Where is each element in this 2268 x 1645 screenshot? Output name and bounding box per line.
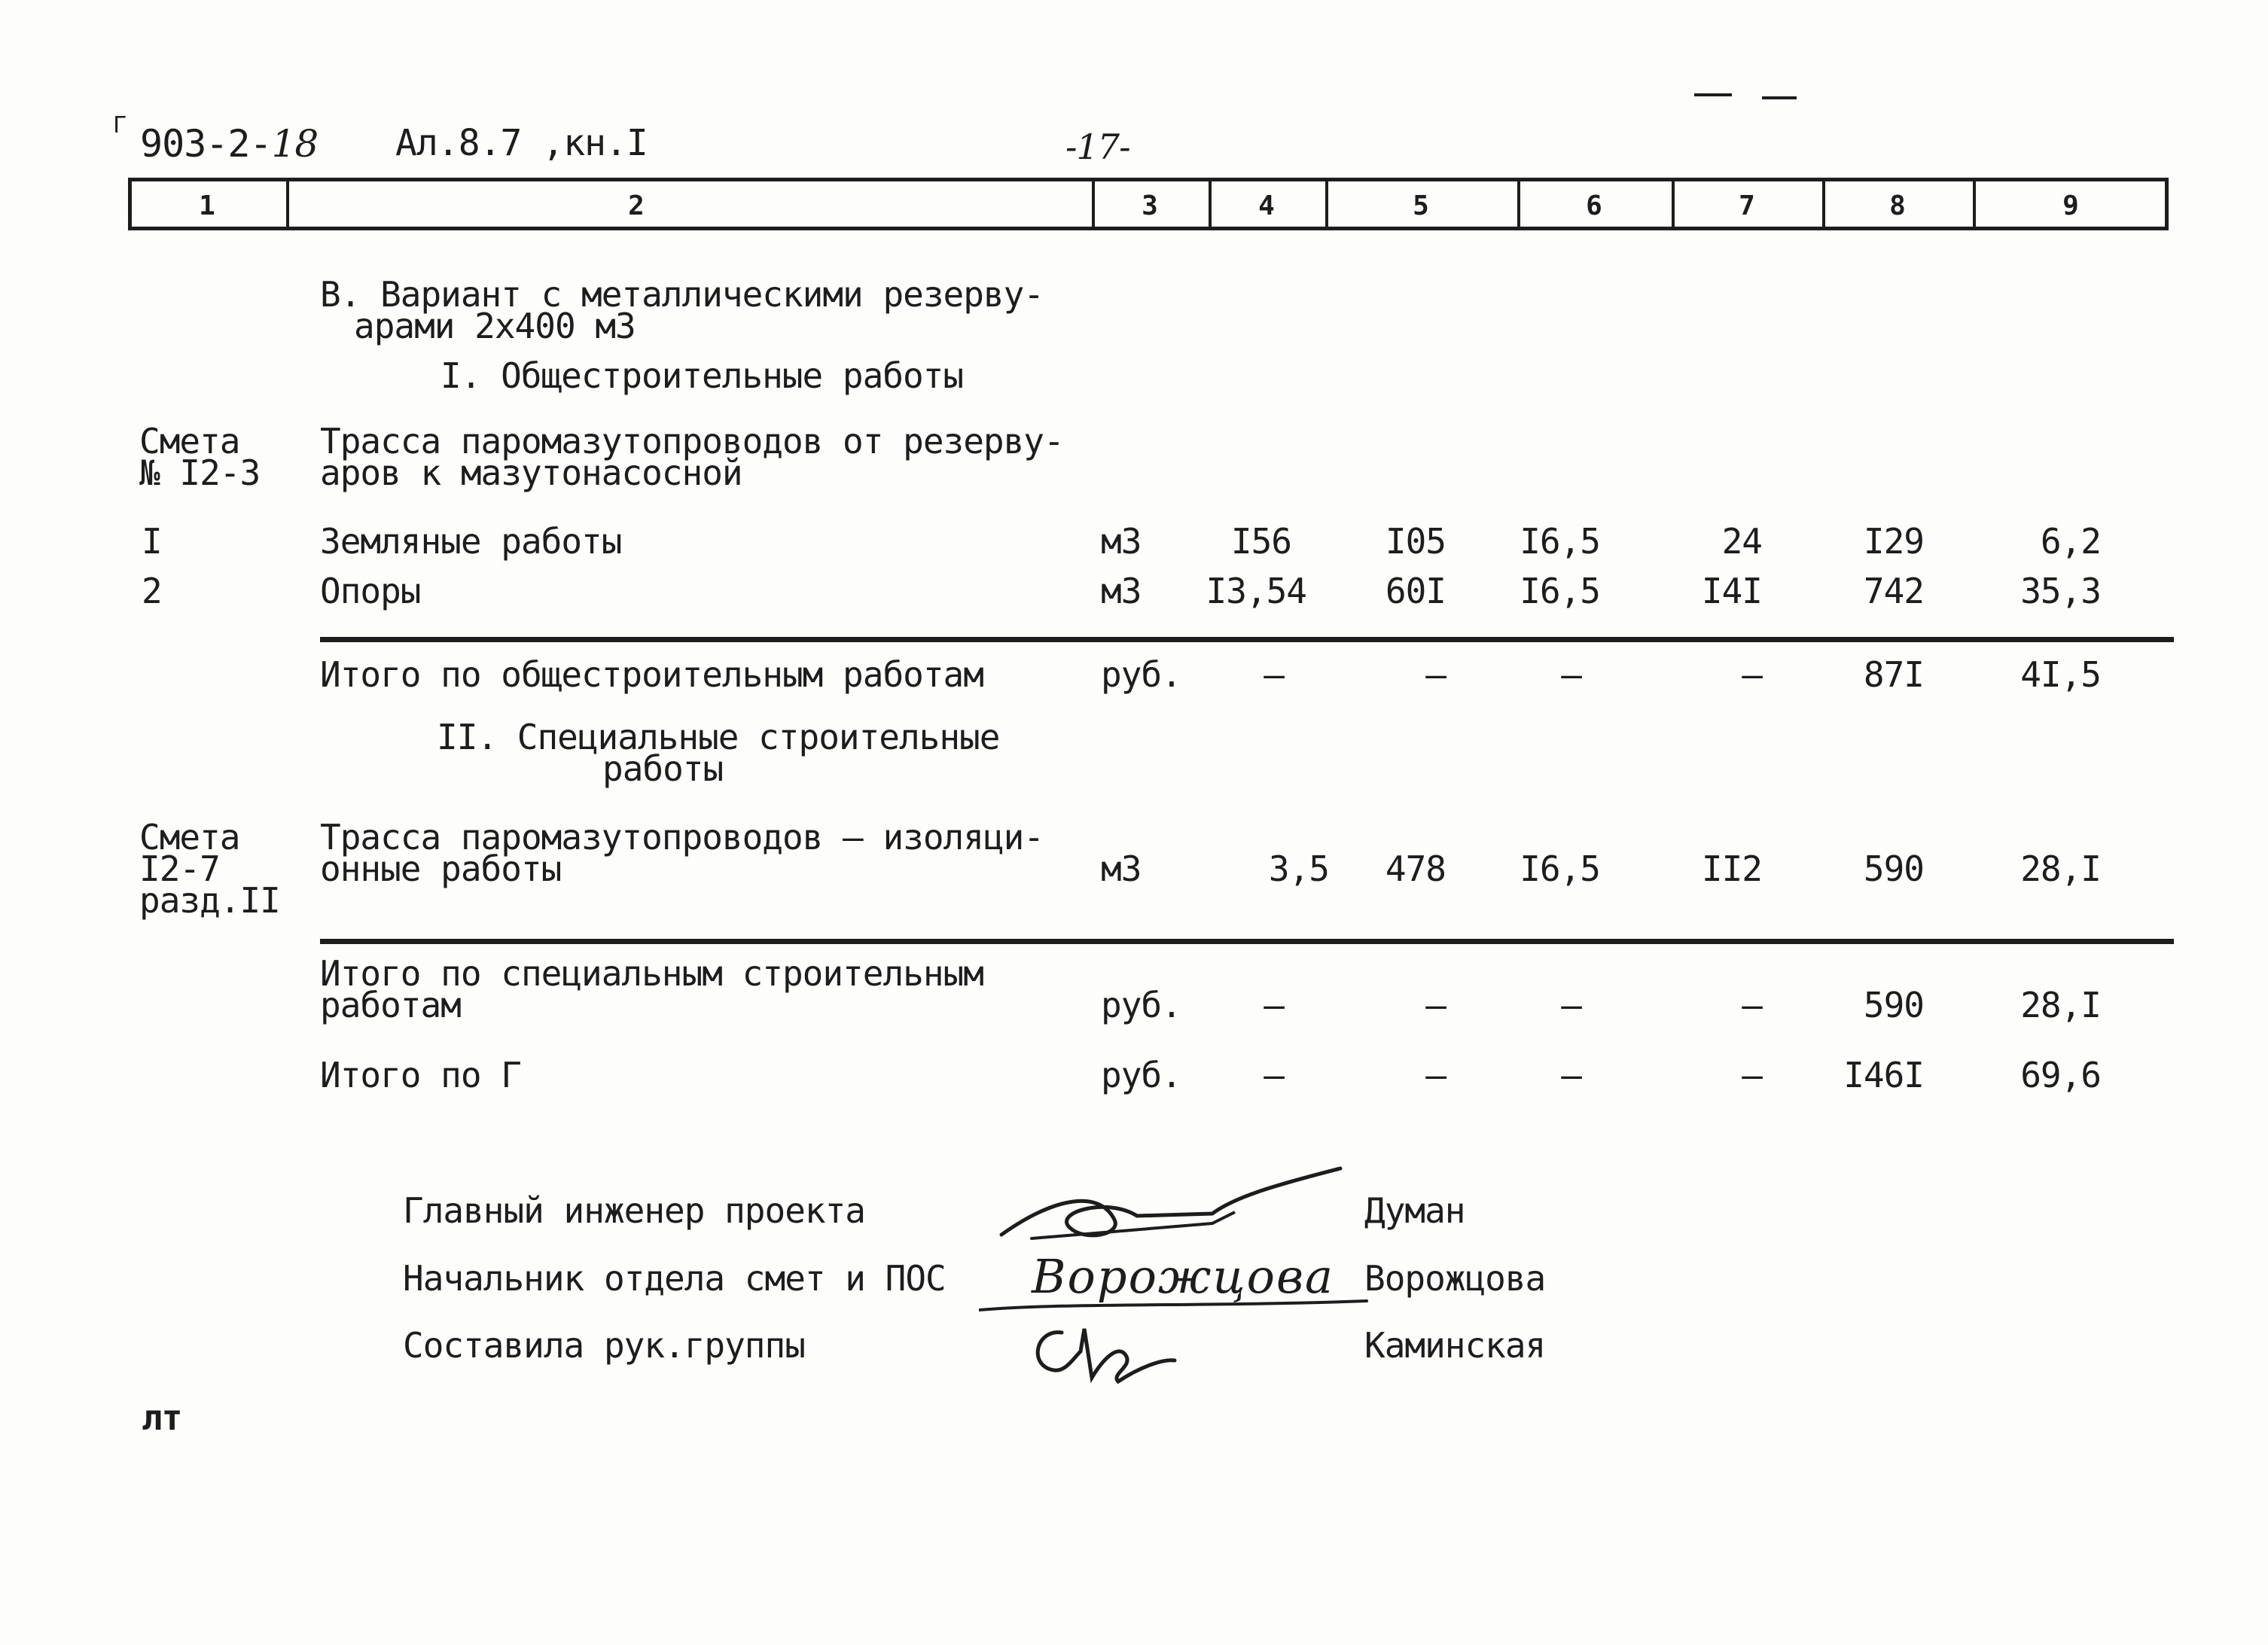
scan-mark xyxy=(1762,96,1797,99)
signatory-role: Начальник отдела смет и ПОС xyxy=(403,1258,946,1299)
unit-cost: – xyxy=(1425,985,1446,1025)
variant-title: арами 2x400 м3 xyxy=(354,306,636,346)
work-name: Опоры xyxy=(320,571,421,611)
signature-mark xyxy=(1020,1314,1193,1397)
quantity: – xyxy=(1264,985,1284,1025)
column-number: 1 xyxy=(199,190,215,221)
coefficient: – xyxy=(1561,654,1581,695)
total-cost: I46I xyxy=(1843,1055,1924,1095)
unit: руб. xyxy=(1101,654,1181,695)
coefficient: I6,5 xyxy=(1520,848,1600,889)
share: 4I,5 xyxy=(2020,654,2101,695)
column-divider xyxy=(1517,181,1520,227)
signatory-role: Главный инженер проекта xyxy=(403,1190,865,1231)
column-number: 7 xyxy=(1739,190,1755,221)
share: 28,I xyxy=(2020,985,2101,1025)
unit: м3 xyxy=(1101,571,1142,611)
column-divider xyxy=(1209,181,1212,227)
signatory-name: Думан xyxy=(1364,1190,1465,1231)
corner-mark: Г xyxy=(113,112,127,139)
coefficient: I6,5 xyxy=(1520,521,1600,562)
work-name: Трасса паромазутопроводов – изоляци- xyxy=(320,817,1044,858)
work-name: Земляные работы xyxy=(320,521,622,562)
estimate-reference: № I2-3 xyxy=(139,452,261,493)
column-divider xyxy=(286,181,289,227)
unit-cost: I05 xyxy=(1385,521,1446,562)
signature-mark xyxy=(986,1152,1348,1257)
unit-cost: 60I xyxy=(1385,571,1446,611)
subtotal-rule xyxy=(320,637,2174,642)
total-cost: I29 xyxy=(1863,521,1924,562)
coefficient: – xyxy=(1561,985,1581,1025)
grand-total-label: Итого по Г xyxy=(320,1055,521,1095)
handwritten-signature: Ворожцова xyxy=(1032,1249,1335,1304)
quantity: I3,54 xyxy=(1206,571,1306,611)
adjusted-cost: – xyxy=(1742,654,1762,695)
subtotal-label: Итого по общестроительным работам xyxy=(320,654,983,695)
unit-cost: 478 xyxy=(1385,848,1446,889)
page-number: -17- xyxy=(1065,126,1130,167)
unit: м3 xyxy=(1101,521,1142,562)
column-number: 8 xyxy=(1889,190,1906,221)
column-divider xyxy=(1822,181,1825,227)
unit-cost: – xyxy=(1425,1055,1446,1095)
signatory-role: Составила рук.группы xyxy=(403,1325,805,1366)
album-reference: Ал.8.7 ,кн.I xyxy=(395,122,648,164)
adjusted-cost: 24 xyxy=(1721,521,1762,562)
adjusted-cost: I4I xyxy=(1701,571,1762,611)
total-cost: 590 xyxy=(1863,848,1924,889)
column-number: 5 xyxy=(1413,190,1429,221)
adjusted-cost: II2 xyxy=(1701,848,1762,889)
section-title: работы xyxy=(602,748,724,789)
column-number: 3 xyxy=(1142,190,1158,221)
document-code-handwritten: 18 xyxy=(271,122,319,166)
total-cost: 742 xyxy=(1863,571,1924,611)
unit: руб. xyxy=(1101,1055,1181,1095)
signatory-name: Каминская xyxy=(1364,1325,1546,1366)
unit-cost: – xyxy=(1425,654,1446,695)
estimate-reference: Смета xyxy=(139,421,240,462)
column-number: 4 xyxy=(1258,190,1275,221)
column-divider xyxy=(1092,181,1095,227)
column-number: 9 xyxy=(2062,190,2079,221)
subtotal-rule xyxy=(320,939,2174,944)
total-cost: 87I xyxy=(1863,654,1924,695)
share: 6,2 xyxy=(2040,521,2101,562)
share: 28,I xyxy=(2020,848,2101,889)
column-divider xyxy=(1973,181,1976,227)
coefficient: – xyxy=(1561,1055,1581,1095)
column-number: 6 xyxy=(1586,190,1602,221)
share: 69,6 xyxy=(2020,1055,2101,1095)
estimate-reference: I2-7 xyxy=(139,848,220,889)
column-divider xyxy=(1672,181,1675,227)
column-number: 2 xyxy=(628,190,645,221)
signatory-name: Ворожцова xyxy=(1364,1258,1546,1299)
document-code-print: 903-2- xyxy=(140,122,272,166)
work-name: онные работы xyxy=(320,848,562,889)
share: 35,3 xyxy=(2020,571,2101,611)
section-title: II. Специальные строительные xyxy=(437,717,1000,757)
column-divider xyxy=(1325,181,1328,227)
quantity: I56 xyxy=(1230,521,1291,562)
row-number: 2 xyxy=(142,571,162,611)
unit: м3 xyxy=(1101,848,1142,889)
coefficient: I6,5 xyxy=(1520,571,1600,611)
estimate-reference: Смета xyxy=(139,817,240,858)
footer-mark: лт xyxy=(142,1397,182,1438)
quantity: – xyxy=(1264,654,1284,695)
document-code xyxy=(140,122,319,166)
estimate-reference: разд.II xyxy=(139,880,280,921)
quantity: 3,5 xyxy=(1268,848,1329,889)
unit: руб. xyxy=(1101,985,1181,1025)
total-cost: 590 xyxy=(1863,985,1924,1025)
quantity: – xyxy=(1264,1055,1284,1095)
adjusted-cost: – xyxy=(1742,1055,1762,1095)
subtotal-label: работам xyxy=(320,985,461,1025)
adjusted-cost: – xyxy=(1742,985,1762,1025)
variant-title: В. Вариант с металлическими резерву- xyxy=(320,274,1044,315)
estimate-name: аров к мазутонасосной xyxy=(320,452,742,493)
row-number: I xyxy=(142,521,162,562)
subtotal-label: Итого по специальным строительным xyxy=(320,953,983,994)
estimate-name: Трасса паромазутопроводов от резерву- xyxy=(320,421,1064,462)
scan-mark xyxy=(1694,93,1732,96)
section-title: I. Общестроительные работы xyxy=(440,355,964,396)
